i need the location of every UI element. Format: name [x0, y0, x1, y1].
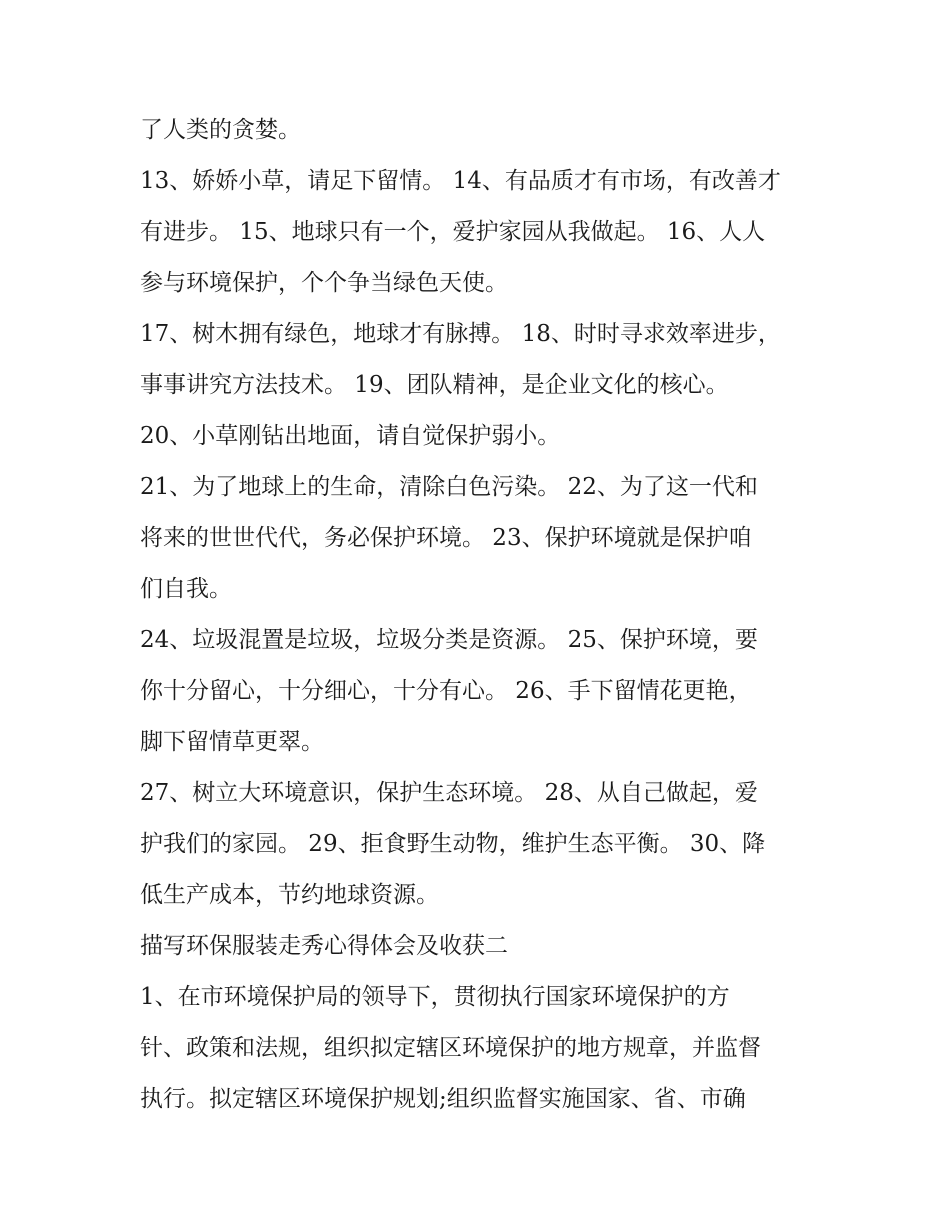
text-line-6: 事事讲究方法技术。 19、团队精神，是企业文化的核心。 [140, 372, 729, 398]
section-heading: 描写环保服装走秀心得体会及收获二 [140, 933, 508, 959]
text-line-14: 27、树立大环境意识，保护生态环境。 28、从自己做起，爱 [140, 780, 758, 806]
text-line-5: 17、树木拥有绿色，地球才有脉搏。 18、时时寻求效率进步， [140, 321, 781, 347]
text-line-4: 参与环境保护，个个争当绿色天使。 [140, 270, 508, 296]
text-line-16: 低生产成本，节约地球资源。 [140, 882, 439, 908]
text-line-2: 13、娇娇小草，请足下留情。 14、有品质才有市场，有改善才 [140, 168, 781, 194]
text-line-3: 有进步。 15、地球只有一个，爱护家园从我做起。 16、人人 [140, 219, 766, 245]
text-line-1: 了人类的贪婪。 [140, 117, 301, 143]
text-line-12: 你十分留心，十分细心，十分有心。 26、手下留情花更艳， [140, 678, 752, 704]
document-page [140, 105, 820, 1125]
text-line-15: 护我们的家园。 29、拒食野生动物，维护生态平衡。 30、降 [140, 831, 766, 857]
text-line-7: 20、小草刚钻出地面，请自觉保护弱小。 [140, 423, 561, 449]
text-line-8: 21、为了地球上的生命，清除白色污染。 22、为了这一代和 [140, 474, 758, 500]
text-line-20: 执行。拟定辖区环境保护规划;组织监督实施国家、省、市确 [140, 1086, 746, 1112]
text-line-18: 1、在市环境保护局的领导下，贯彻执行国家环境保护的方 [140, 984, 730, 1010]
text-line-13: 脚下留情草更翠。 [140, 729, 324, 755]
text-line-19: 针、政策和法规，组织拟定辖区环境保护的地方规章，并监督 [140, 1035, 761, 1061]
text-line-11: 24、垃圾混置是垃圾，垃圾分类是资源。 25、保护环境，要 [140, 627, 758, 653]
text-line-9: 将来的世世代代，务必保护环境。 23、保护环境就是保护咱 [140, 525, 752, 551]
text-line-10: 们自我。 [140, 576, 232, 602]
